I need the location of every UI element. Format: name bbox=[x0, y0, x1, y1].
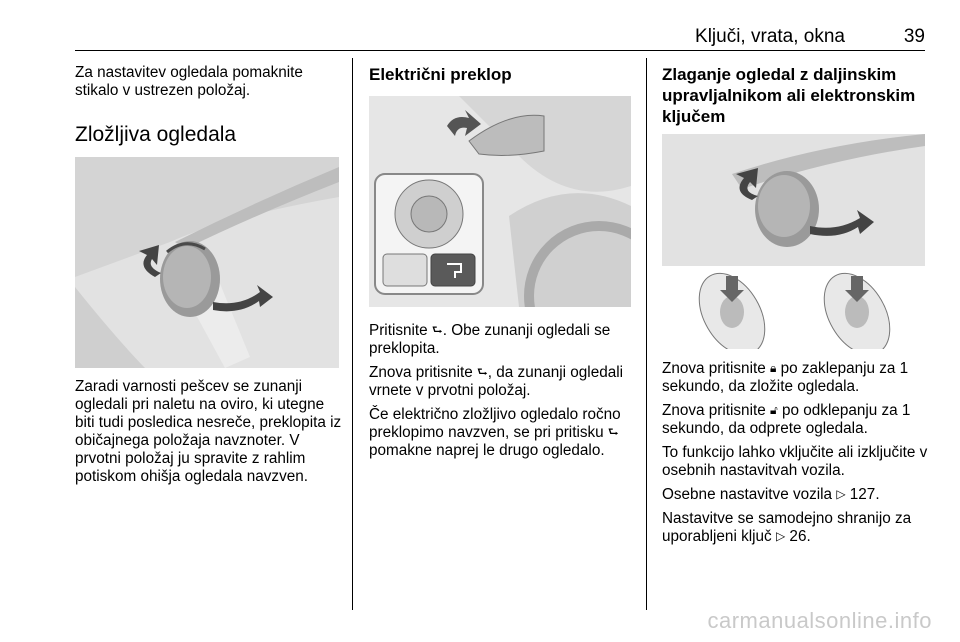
lock-icon: 🔒︎ bbox=[769, 361, 777, 375]
mirror-fold-icon: ⮑ bbox=[431, 323, 443, 337]
paragraph: Znova pritisnite ⮑, da zunanji ogledali vrnete v prvotni položaj. bbox=[369, 364, 624, 399]
watermark: carmanualsonline.info bbox=[707, 608, 932, 633]
header-rule bbox=[75, 50, 925, 51]
intro-paragraph: Za nastavitev ogledala pomaknite stikalo v ustrezen položaj. bbox=[75, 64, 303, 99]
section-heading: Zložljiva ogledala bbox=[75, 123, 237, 146]
section-heading: Električni preklop bbox=[369, 65, 512, 84]
paragraph: Znova pritisnite 🔒︎ po zaklepanju za 1 sekundo, da zložite ogledala. bbox=[662, 360, 909, 395]
column-1 bbox=[75, 64, 343, 148]
column-divider bbox=[646, 58, 647, 610]
column-3-body bbox=[662, 360, 930, 552]
reference-arrow-icon: ▷ bbox=[775, 529, 786, 543]
unlock-icon: 🔓︎ bbox=[769, 403, 778, 417]
column-1-body bbox=[75, 378, 343, 492]
header-title: Ključi, vrata, okna bbox=[695, 26, 845, 47]
paragraph: Znova pritisnite 🔓︎ po odklepanju za 1 sekundo, da odprete ogledala. bbox=[662, 402, 911, 437]
paragraph: Pritisnite ⮑. Obe zunanji ogledali se preklopita. bbox=[369, 322, 611, 357]
section-heading: Zlaganje ogledal z daljinskim upravljalnikom ali elektronskim ključem bbox=[662, 65, 916, 126]
paragraph: Osebne nastavitve vozila ▷ 127. bbox=[662, 486, 880, 503]
column-2-body bbox=[369, 322, 639, 466]
column-3 bbox=[662, 64, 930, 127]
page-header bbox=[75, 22, 925, 48]
paragraph: To funkcijo lahko vključite ali izključite v osebnih nastavitvah vozila. bbox=[662, 444, 928, 479]
paragraph: Če električno zložljivo ogledalo ročno preklopimo navzven, se pri pritisku ⮑ pomakne naprej le drugo ogledalo. bbox=[369, 406, 621, 459]
column-2 bbox=[369, 64, 637, 85]
paragraph: Nastavitve se samodejno shranijo za uporabljeni ključ ▷ 26. bbox=[662, 510, 912, 545]
reference-arrow-icon: ▷ bbox=[836, 487, 846, 501]
key-fold-illustration bbox=[662, 134, 925, 349]
mirror-fold-icon: ⮑ bbox=[607, 425, 619, 439]
column-divider bbox=[352, 58, 353, 610]
page-number: 39 bbox=[903, 26, 925, 47]
mirror-fold-icon: ⮑ bbox=[476, 365, 488, 379]
folding-mirror-illustration bbox=[75, 157, 339, 368]
fold-switch-illustration bbox=[369, 96, 631, 307]
body-paragraph: Zaradi varnosti pešcev se zunanji ogledali pri naletu na oviro, ki utegne biti tudi posledica nesreče, preklopita iz običajnega položaja navznoter. V prvotni položaj ju spravite z rahlim potiskom ohišja ogledala navzven. bbox=[75, 378, 342, 485]
